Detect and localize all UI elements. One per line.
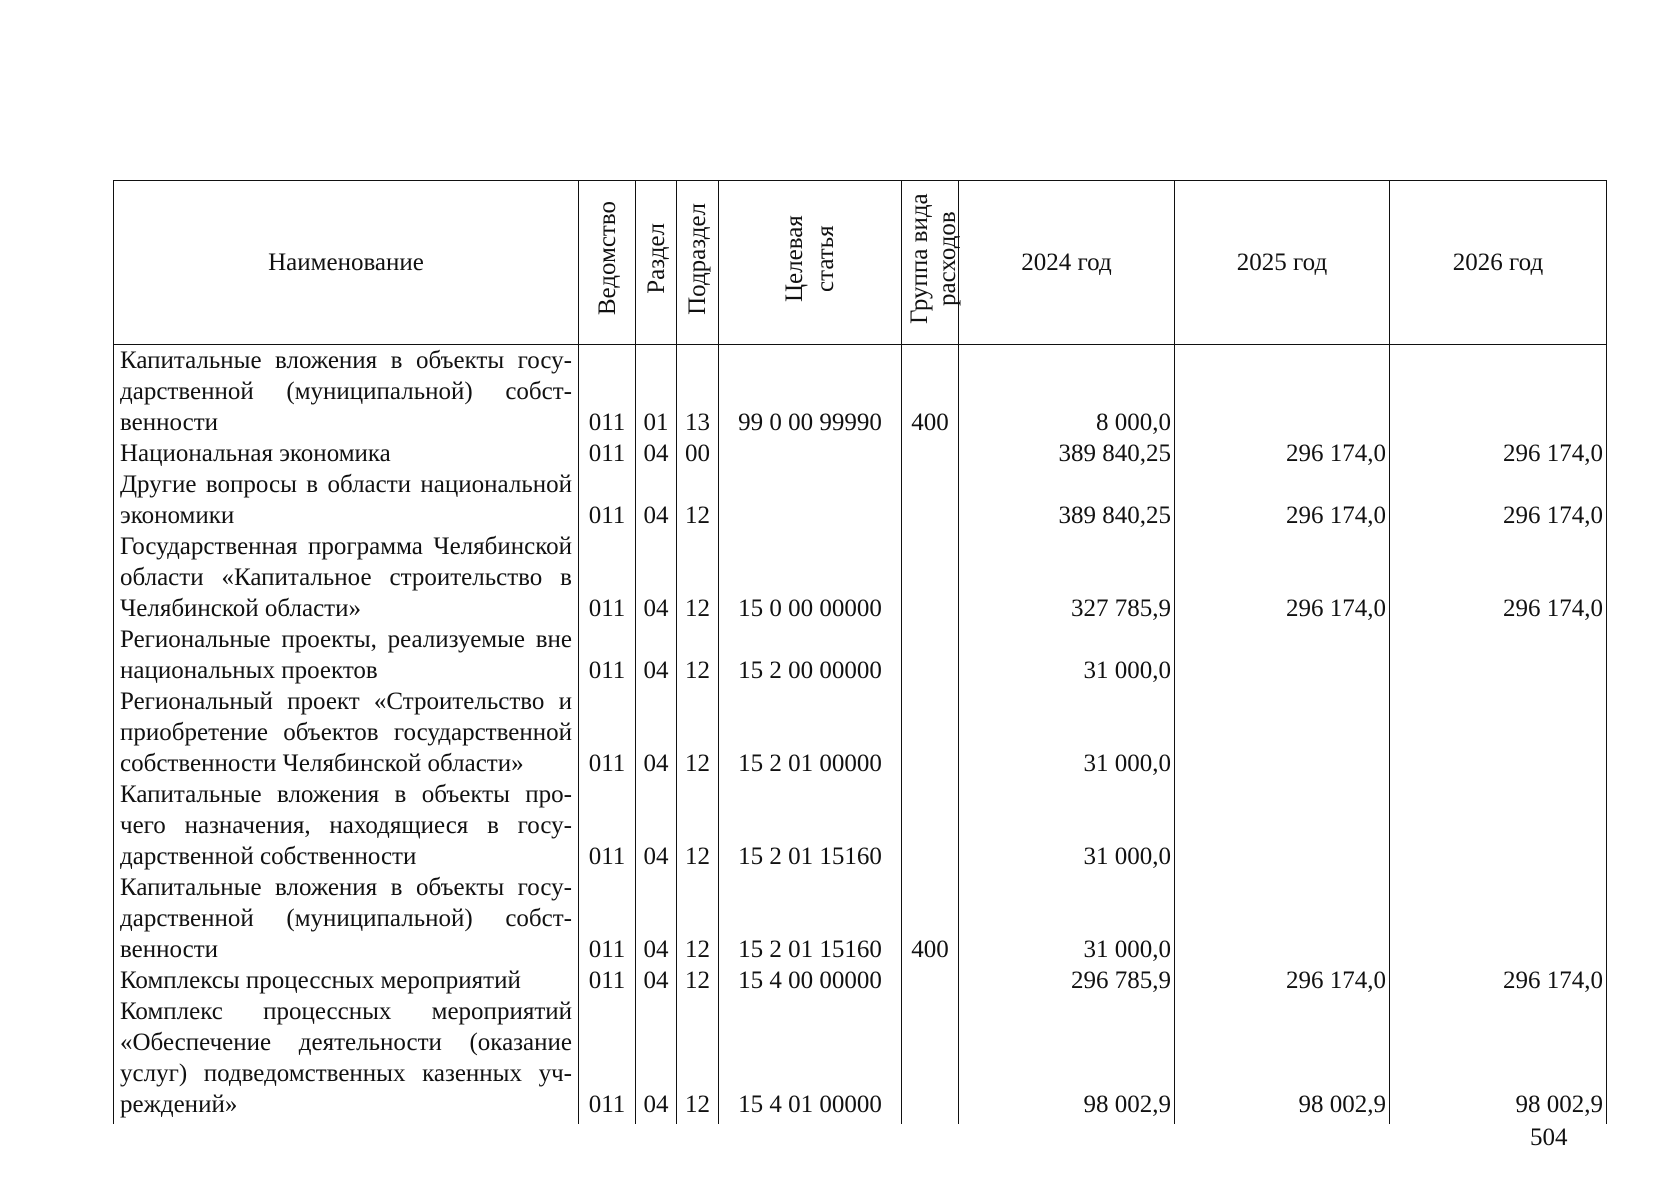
cell-2025: 296 174,0 <box>1175 469 1390 531</box>
cell-name: Капитальные вложения в объекты государственной (муниципальной) собственности <box>114 872 579 965</box>
cell-2025 <box>1175 686 1390 779</box>
cell-vedomstvo: 011 <box>579 438 636 469</box>
header-target: Целевая статья <box>719 181 902 345</box>
cell-2026: 296 174,0 <box>1390 469 1607 531</box>
cell-2024: 31 000,0 <box>959 872 1175 965</box>
cell-2026: 296 174,0 <box>1390 438 1607 469</box>
cell-vedomstvo: 011 <box>579 345 636 439</box>
cell-name: Региональный проект «Строительство и приобретение объектов государственной собственности Челябинской области» <box>114 686 579 779</box>
cell-name: Комплексы процессных мероприятий <box>114 965 579 996</box>
table-row <box>114 872 1607 965</box>
cell-2026 <box>1390 624 1607 686</box>
cell-group <box>902 686 959 779</box>
cell-name: Региональные проекты, реализуемые вне национальных проектов <box>114 624 579 686</box>
cell-podrazdel: 12 <box>677 779 719 872</box>
table-row <box>114 996 1607 1124</box>
cell-target: 15 0 00 00000 <box>719 531 902 624</box>
cell-podrazdel: 12 <box>677 531 719 624</box>
cell-target: 15 2 01 15160 <box>719 779 902 872</box>
cell-name: Другие вопросы в области национальной экономики <box>114 469 579 531</box>
cell-name: Национальная экономика <box>114 438 579 469</box>
cell-name: Капитальные вложения в объекты государственной (муниципальной) собственности <box>114 345 579 439</box>
cell-target: 15 2 00 00000 <box>719 624 902 686</box>
cell-razdel: 04 <box>636 779 677 872</box>
cell-2026 <box>1390 872 1607 965</box>
cell-group <box>902 965 959 996</box>
cell-2025 <box>1175 779 1390 872</box>
cell-2025 <box>1175 345 1390 439</box>
cell-2025: 296 174,0 <box>1175 965 1390 996</box>
header-2024: 2024 год <box>959 181 1175 345</box>
header-2025: 2025 год <box>1175 181 1390 345</box>
cell-group: 400 <box>902 872 959 965</box>
table-row <box>114 531 1607 624</box>
cell-target: 15 4 01 00000 <box>719 996 902 1124</box>
table-row <box>114 624 1607 686</box>
cell-2024: 98 002,9 <box>959 996 1175 1124</box>
cell-vedomstvo: 011 <box>579 965 636 996</box>
cell-vedomstvo: 011 <box>579 624 636 686</box>
cell-target: 15 4 00 00000 <box>719 965 902 996</box>
cell-name: Комплекс процессных мероприятий «Обеспечение деятельности (оказание услуг) подведомственных казенных учреждений» <box>114 996 579 1124</box>
cell-vedomstvo: 011 <box>579 686 636 779</box>
cell-razdel: 04 <box>636 469 677 531</box>
cell-vedomstvo: 011 <box>579 531 636 624</box>
cell-razdel: 04 <box>636 438 677 469</box>
cell-podrazdel: 12 <box>677 686 719 779</box>
cell-2026 <box>1390 686 1607 779</box>
page-number: 504 <box>1530 1124 1568 1151</box>
header-row <box>114 181 1607 345</box>
cell-podrazdel: 12 <box>677 996 719 1124</box>
cell-name: Капитальные вложения в объекты прочего назначения, находящиеся в государственной собственности <box>114 779 579 872</box>
cell-2026: 98 002,9 <box>1390 996 1607 1124</box>
cell-2025: 296 174,0 <box>1175 438 1390 469</box>
cell-2025: 98 002,9 <box>1175 996 1390 1124</box>
cell-2024: 389 840,25 <box>959 438 1175 469</box>
cell-2024: 327 785,9 <box>959 531 1175 624</box>
cell-group <box>902 779 959 872</box>
cell-razdel: 04 <box>636 624 677 686</box>
cell-razdel: 04 <box>636 996 677 1124</box>
cell-razdel: 01 <box>636 345 677 439</box>
cell-podrazdel: 12 <box>677 965 719 996</box>
cell-2024: 8 000,0 <box>959 345 1175 439</box>
table-body <box>114 345 1607 1125</box>
table-row <box>114 965 1607 996</box>
cell-2024: 31 000,0 <box>959 686 1175 779</box>
cell-group <box>902 624 959 686</box>
cell-name: Государственная программа Челябинской области «Капитальное строительство в Челябинской области» <box>114 531 579 624</box>
cell-podrazdel: 12 <box>677 469 719 531</box>
header-2026: 2026 год <box>1390 181 1607 345</box>
table-row <box>114 469 1607 531</box>
cell-target: 15 2 01 15160 <box>719 872 902 965</box>
cell-target <box>719 438 902 469</box>
header-group: Группа вида расходов <box>902 181 959 345</box>
budget-table <box>113 180 1607 1124</box>
cell-2026: 296 174,0 <box>1390 965 1607 996</box>
cell-vedomstvo: 011 <box>579 996 636 1124</box>
table-row <box>114 438 1607 469</box>
table-row <box>114 686 1607 779</box>
cell-target: 15 2 01 00000 <box>719 686 902 779</box>
cell-2025 <box>1175 624 1390 686</box>
cell-group <box>902 469 959 531</box>
cell-group <box>902 996 959 1124</box>
cell-2026 <box>1390 779 1607 872</box>
cell-vedomstvo: 011 <box>579 469 636 531</box>
cell-2026 <box>1390 345 1607 439</box>
header-vedomstvo: Ведомство <box>579 181 636 345</box>
cell-2025 <box>1175 872 1390 965</box>
cell-group: 400 <box>902 345 959 439</box>
cell-razdel: 04 <box>636 965 677 996</box>
table-row <box>114 779 1607 872</box>
cell-2024: 389 840,25 <box>959 469 1175 531</box>
cell-razdel: 04 <box>636 531 677 624</box>
cell-2025: 296 174,0 <box>1175 531 1390 624</box>
cell-podrazdel: 00 <box>677 438 719 469</box>
cell-2024: 296 785,9 <box>959 965 1175 996</box>
cell-podrazdel: 12 <box>677 624 719 686</box>
cell-vedomstvo: 011 <box>579 872 636 965</box>
cell-podrazdel: 12 <box>677 872 719 965</box>
cell-target: 99 0 00 99990 <box>719 345 902 439</box>
cell-2024: 31 000,0 <box>959 624 1175 686</box>
cell-2024: 31 000,0 <box>959 779 1175 872</box>
cell-target <box>719 469 902 531</box>
header-razdel: Раздел <box>636 181 677 345</box>
cell-podrazdel: 13 <box>677 345 719 439</box>
table-row <box>114 345 1607 439</box>
header-podrazdel: Подраздел <box>677 181 719 345</box>
cell-vedomstvo: 011 <box>579 779 636 872</box>
cell-razdel: 04 <box>636 872 677 965</box>
cell-2026: 296 174,0 <box>1390 531 1607 624</box>
header-name: Наименование <box>114 181 579 345</box>
cell-group <box>902 438 959 469</box>
cell-razdel: 04 <box>636 686 677 779</box>
cell-group <box>902 531 959 624</box>
